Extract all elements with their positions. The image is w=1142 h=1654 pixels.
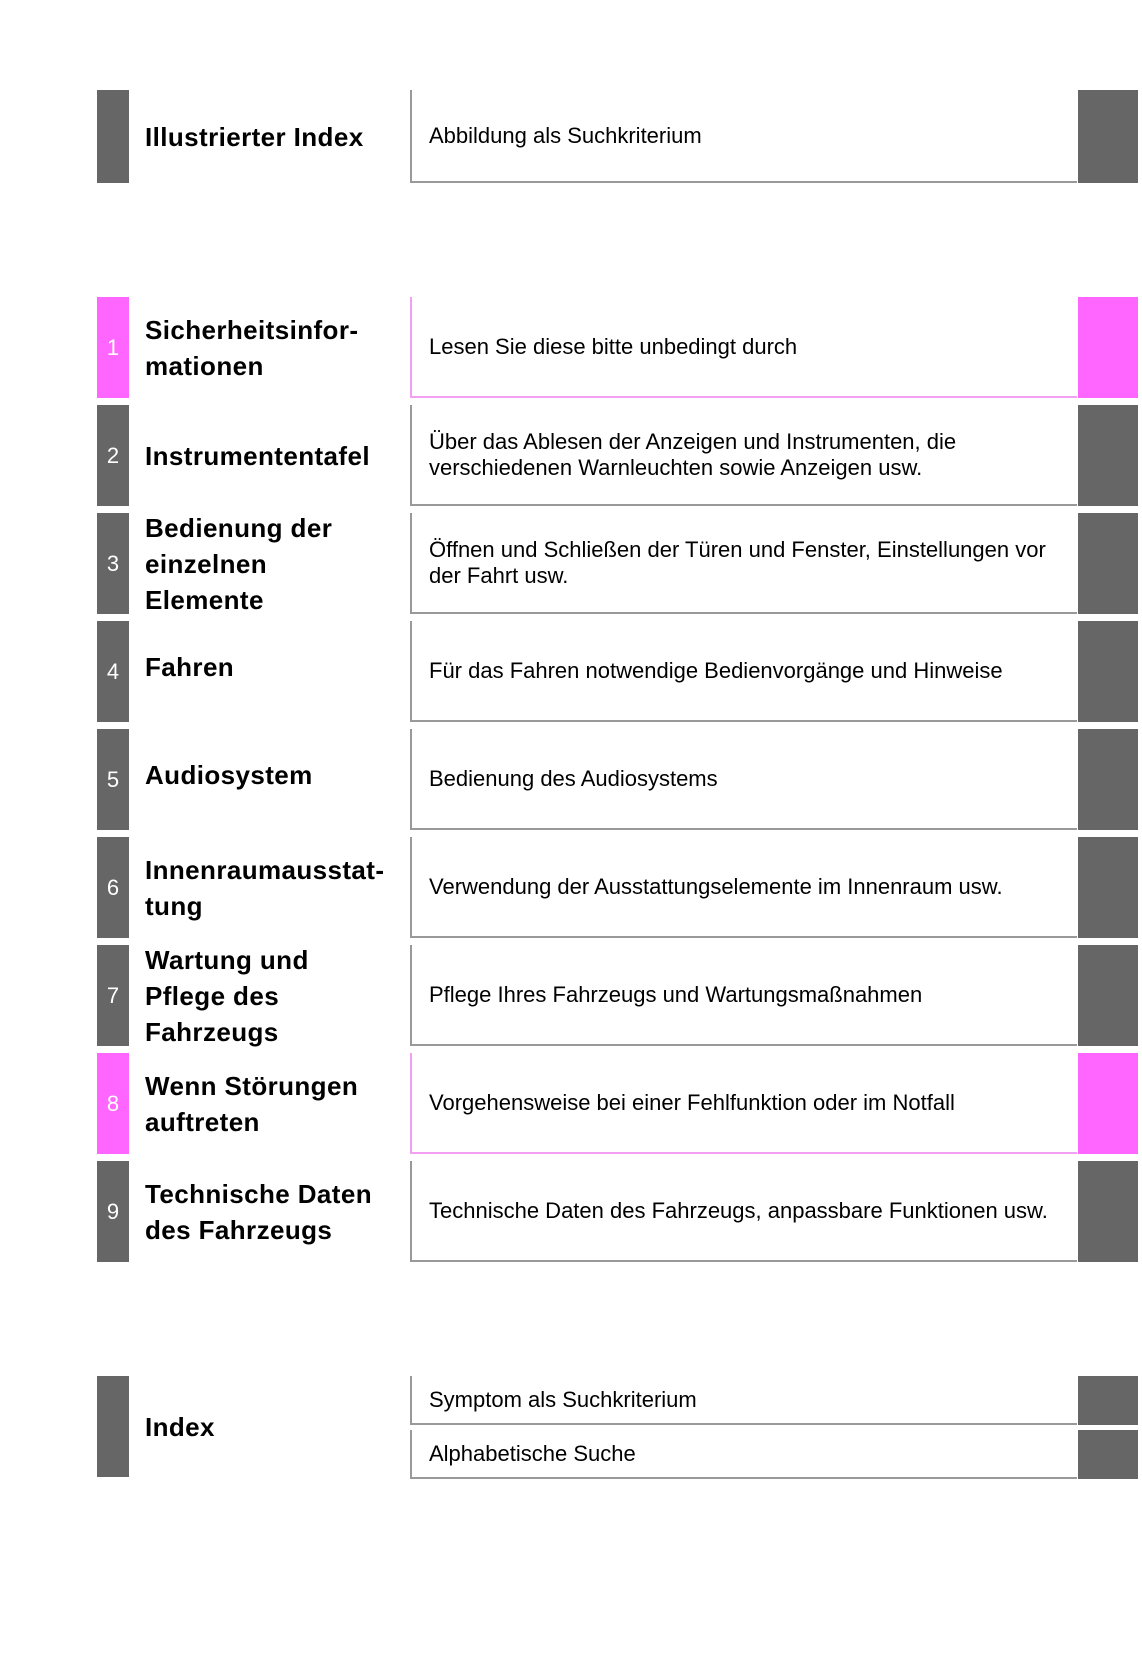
chapter-description-2: Über das Ablesen der Anzeigen und Instrumenten, die verschiedenen Warnleuchten sowie Anzeigen usw. bbox=[410, 405, 1077, 506]
illustrated-index-tab bbox=[97, 90, 129, 183]
index-row[interactable] bbox=[0, 1376, 1142, 1477]
index-item-symptom-thumb-tab bbox=[1078, 1376, 1138, 1425]
chapter-title-8: Wenn Störungen auftreten bbox=[145, 1070, 359, 1137]
illustrated-index-title: Illustrierter Index bbox=[145, 121, 364, 152]
chapter-number-7: 7 bbox=[97, 945, 129, 1046]
chapter-title-5: Audiosystem bbox=[145, 760, 313, 790]
chapter-row-3[interactable] bbox=[0, 513, 1142, 614]
chapter-title-1: Sicherheitsinfor- mationen bbox=[145, 314, 359, 381]
chapter-thumb-tab-1 bbox=[1078, 297, 1138, 398]
chapter-thumb-tab-8 bbox=[1078, 1053, 1138, 1154]
chapter-thumb-tab-9 bbox=[1078, 1161, 1138, 1262]
chapter-row-5[interactable] bbox=[0, 729, 1142, 830]
chapter-description-9: Technische Daten des Fahrzeugs, anpassbare Funktionen usw. bbox=[410, 1161, 1077, 1262]
chapter-number-3: 3 bbox=[97, 513, 129, 614]
chapter-row-8[interactable] bbox=[0, 1053, 1142, 1154]
chapter-thumb-tab-5 bbox=[1078, 729, 1138, 830]
chapter-thumb-tab-7 bbox=[1078, 945, 1138, 1046]
chapter-thumb-tab-2 bbox=[1078, 405, 1138, 506]
chapter-number-6: 6 bbox=[97, 837, 129, 938]
chapter-description-3: Öffnen und Schließen der Türen und Fenster, Einstellungen vor der Fahrt usw. bbox=[410, 513, 1077, 614]
index-item-symptom-label: Symptom als Suchkriterium bbox=[410, 1376, 1077, 1425]
chapter-number-9: 9 bbox=[97, 1161, 129, 1262]
chapter-thumb-tab-3 bbox=[1078, 513, 1138, 614]
index-tab bbox=[97, 1376, 129, 1477]
chapter-thumb-tab-4 bbox=[1078, 621, 1138, 722]
chapter-description-4: Für das Fahren notwendige Bedienvorgänge und Hinweise bbox=[410, 621, 1077, 722]
index-item-alphabetical[interactable] bbox=[410, 1430, 1138, 1479]
chapter-description-1: Lesen Sie diese bitte unbedingt durch bbox=[410, 297, 1077, 398]
chapter-number-2: 2 bbox=[97, 405, 129, 506]
index-item-alphabetical-thumb-tab bbox=[1078, 1430, 1138, 1479]
chapter-description-7: Pflege Ihres Fahrzeugs und Wartungsmaßnahmen bbox=[410, 945, 1077, 1046]
index-item-symptom[interactable] bbox=[410, 1376, 1138, 1425]
chapter-title-4: Fahren bbox=[145, 652, 235, 682]
index-title: Index bbox=[145, 1411, 215, 1442]
illustrated-index-thumb-tab bbox=[1078, 90, 1138, 183]
illustrated-index-description: Abbildung als Suchkriterium bbox=[410, 90, 1077, 183]
chapter-number-1: 1 bbox=[97, 297, 129, 398]
chapter-number-5: 5 bbox=[97, 729, 129, 830]
index-item-alphabetical-label: Alphabetische Suche bbox=[410, 1430, 1077, 1479]
chapter-description-8: Vorgehensweise bei einer Fehlfunktion oder im Notfall bbox=[410, 1053, 1077, 1154]
chapter-title-9: Technische Daten des Fahrzeugs bbox=[145, 1178, 372, 1245]
chapter-number-4: 4 bbox=[97, 621, 129, 722]
chapter-row-1[interactable] bbox=[0, 297, 1142, 398]
chapter-description-6: Verwendung der Ausstattungselemente im Innenraum usw. bbox=[410, 837, 1077, 938]
chapter-title-7: Wartung und Pflege des Fahrzeugs bbox=[145, 944, 309, 1047]
chapter-number-8: 8 bbox=[97, 1053, 129, 1154]
chapter-thumb-tab-6 bbox=[1078, 837, 1138, 938]
chapter-title-2: Instrumententafel bbox=[145, 440, 370, 471]
illustrated-index-row[interactable] bbox=[0, 90, 1142, 183]
chapter-row-9[interactable] bbox=[0, 1161, 1142, 1262]
chapter-row-6[interactable] bbox=[0, 837, 1142, 938]
chapter-row-4[interactable] bbox=[0, 621, 1142, 722]
chapter-title-3: Bedienung der einzelnen Elemente bbox=[145, 512, 333, 615]
chapter-row-7[interactable] bbox=[0, 945, 1142, 1046]
chapter-title-6: Innenraumausstat- tung bbox=[145, 854, 385, 921]
chapter-description-5: Bedienung des Audiosystems bbox=[410, 729, 1077, 830]
chapter-row-2[interactable] bbox=[0, 405, 1142, 506]
